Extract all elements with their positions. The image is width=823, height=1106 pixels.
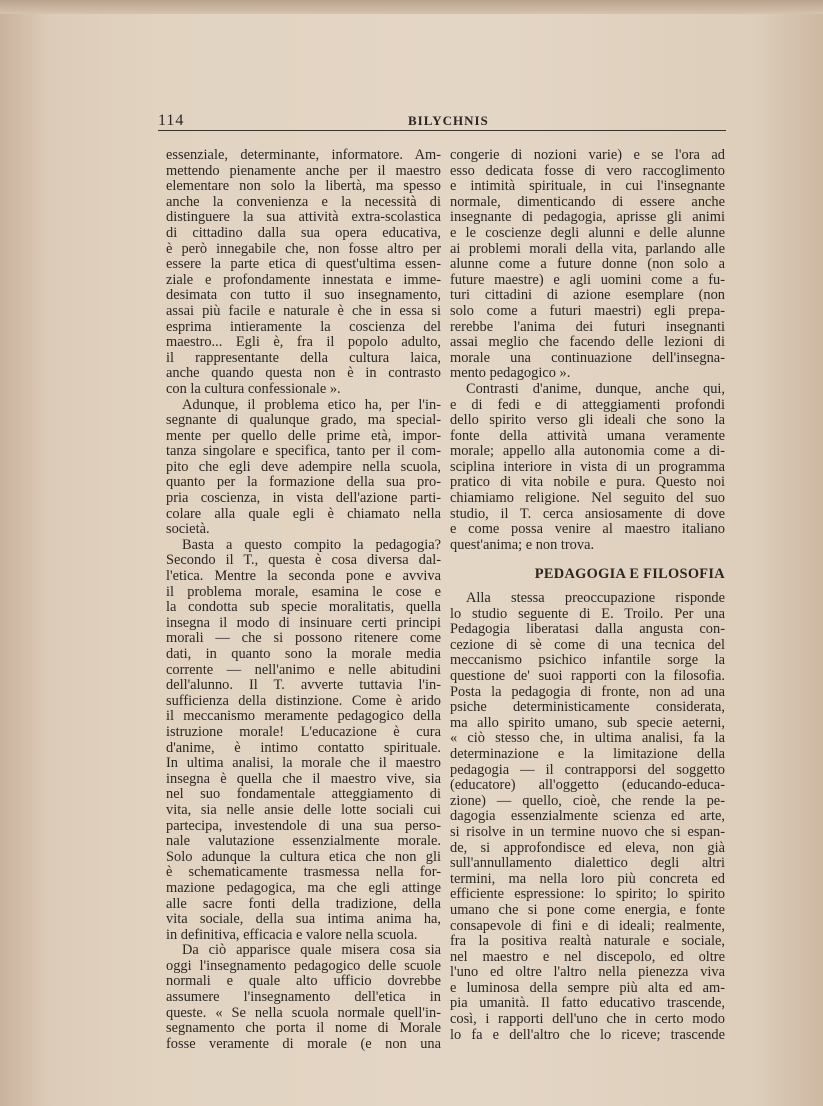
text-line: Basta a questo compito la pedagogia? [182,537,441,553]
page-number: 114 [158,112,185,129]
text-line: Alla stessa preoccupazione risponde [466,591,725,607]
text-line: ma allo spirito umano, sub specie aeterni, [450,715,725,731]
text-line: di cittadino dalla sua opera educativa, [166,225,441,241]
text-line: chiamiamo religione. Nel seguito del suo [450,491,725,507]
text-line: umano che si pone come energia, e fonte [450,902,725,918]
text-line: efficiente espressione: lo spirito; lo spirito [450,887,725,903]
text-line: questione de' suoi rapporti con la filosofia. [450,669,725,684]
text-line: è però innegabile che, non fosse altro per [166,241,441,257]
text-line: zione) — quello, cioè, che rende la pe- [450,793,725,809]
text-line: con la cultura confessionale ». [166,381,341,397]
text-line: maestro... Egli è, fra il popolo adulto, [166,335,441,351]
right-column-text-top [450,148,725,553]
section-heading: PEDAGOGIA E FILOSOFIA [534,566,725,583]
text-line: pratico di vita nobile e pura. Questo noi [450,475,725,491]
page-header [158,112,726,132]
text-line: Solo adunque la cultura etica che non gli [166,849,441,865]
text-line: così, i rapporti dell'uno che in certo modo [450,1012,725,1028]
text-line: nale valutazione essenzialmente morale. [166,834,441,850]
text-line: assai più facile e naturale è che in essa si [166,303,441,319]
text-line: insegna è quella che il maestro vive, sia [166,771,441,787]
text-line: anche la convenienza e la necessità di [166,194,441,210]
text-line: lo fa e dell'altro che lo riceve; trascende [450,1027,725,1043]
text-line: fra la positiva realtà naturale e sociale, [450,934,725,950]
text-line: vita, sia nelle ansie delle lotte sociali cui [166,802,441,818]
page-top-edge [0,0,823,14]
text-line: nel suo fondamentale atteggiamento di [166,787,441,803]
text-line: de, si approfondisce ed eleva, non già [450,840,725,856]
text-line: società. [166,522,210,538]
text-line: è schematicamente trasmessa nella for- [166,865,441,881]
text-line: morali — che si possono ritenere come [166,631,441,647]
text-line: insegnante di pedagogia, aprisse gli animi [450,210,725,226]
text-line: essenziale, determinante, informatore. Am- [166,148,441,163]
text-line: vita sociale, della sua intima anima ha, [166,912,441,928]
text-line: il meccanismo meramente pedagogico della [166,709,441,725]
text-line: congerie di nozioni varie) e se l'ora ad [450,148,725,163]
text-line: nel maestro e nel discepolo, ed oltre [450,949,725,965]
text-line: meccanismo psichico infantile sorge la [450,653,725,669]
text-line: pedagogia — il contrapporsi del soggetto [450,762,725,778]
text-line: fosse veramente di morale (e non una [166,1036,441,1052]
text-line: mettendo pienamente anche per il maestro [166,163,441,179]
text-line: dagogia essenzialmente scienza ed arte, [450,809,725,825]
text-line: istruzione morale! L'educazione è cura [166,724,441,740]
text-line: essere la parte etica di quest'ultima essen- [166,257,441,273]
text-line: dati, in quanto sono la morale media [166,647,441,662]
text-line: determinazione e la limitazione della [450,746,725,762]
text-line: dello spirito verso gli ideali che sono la [450,413,725,429]
text-line: l'etica. Mentre la seconda pone e avviva [166,569,441,585]
text-line: psiche deterministicamente considerata, [450,700,725,716]
text-line: solo come a futuri maestri) egli prepa- [450,303,725,319]
text-line: consapevole di fini e di ideali; realmente, [450,918,725,934]
text-line: cezione di sè come di una tecnica del [450,637,725,653]
text-line: assai meglio che facendo delle lezioni di [450,335,725,351]
text-line: normale, dimenticando di essere anche [450,194,725,210]
text-line: anche quando questa non è in contrasto [166,366,441,382]
text-line: pria coscienza, in vista dell'azione parti- [166,491,441,507]
text-line: Secondo il T., questa è cosa diversa dal- [166,553,441,569]
text-line: sull'annullamento dialettico degli altri [450,856,725,872]
text-line: morale una continuazione dell'insegna- [450,350,725,366]
text-line: Contrasti d'anime, dunque, anche qui, [466,381,725,397]
text-line: pito che egli deve adempire nella scuola, [166,459,441,475]
header-rule [158,130,726,131]
text-line: fonte della attività umana veramente [450,428,725,444]
text-line: ziale e profondamente innestata e imme- [166,272,441,288]
text-line: mento pedagogico ». [450,366,571,382]
text-line: quanto per la formazione della sua pro- [166,475,441,491]
text-line: e luminosa della sempre più alta ed am- [450,980,725,996]
text-line: partecipa, investendole di una sua perso- [166,818,441,834]
text-line: il rappresentante della cultura laica, [166,350,441,366]
text-line: Da ciò apparisce quale misera cosa sia [182,943,441,959]
text-line: sciplina interiore in vista di un programma [450,459,725,475]
text-line: segnante di qualunque grado, ma special- [166,413,441,429]
running-title: BILYCHNIS [408,113,489,128]
text-line: tanza singolare e specifica, tanto per il com- [166,444,441,460]
text-line: e le coscienze degli alunni e delle alunne [450,225,725,241]
text-line: distinguere la sua attività extra-scolastica [166,210,441,226]
text-line: mazione pedagogica, ma che egli attinge [166,880,441,896]
text-line: oggi l'insegnamento pedagogico delle scuole [166,958,441,974]
text-line: elementare non solo la libertà, ma spesso [166,179,441,195]
right-column [450,148,725,1043]
text-line: l'uno ed oltre l'altro nella pienezza viva [450,965,725,981]
text-line: pia umanità. Il fatto educativo trascende, [450,996,725,1012]
text-line: la condotta sub specie moralitatis, quella [166,600,441,616]
text-line: studio, il T. cerca ansiosamente di dove [450,506,725,522]
text-line: lo studio seguente di E. Troilo. Per una [450,606,725,622]
text-line: colare alla quale egli è chiamato nella [166,506,441,522]
text-line: rerebbe l'anima dei futuri insegnanti [450,319,725,335]
text-line: in definitiva, efficacia e valore nella scuola. [166,927,418,943]
text-line: ai problemi morali della vita, parlando alle [450,241,725,257]
right-column-text-bottom [450,591,725,1043]
text-line: « ciò stesso che, in ultima analisi, fa la [450,731,725,747]
text-line: corrente — nell'animo e nelle abitudini [166,662,441,678]
text-line: Adunque, il problema etico ha, per l'in- [182,397,441,413]
text-line: esprima intieramente la coscienza del [166,319,441,335]
text-line: esso dedicata fosse di vero raccoglimento [450,163,725,179]
text-line: termini, ma nella loro più concreta ed [450,871,725,887]
text-line: alle sacre fonti della tradizione, della [166,896,441,912]
text-line: assumere l'insegnamento dell'etica in [166,990,441,1006]
text-line: quest'anima; e non trova. [450,537,595,553]
text-line: turi cittadini di azione esemplare (non [450,288,725,304]
text-line: (educatore) all'oggetto (educando-educa- [450,778,725,794]
text-line: desimata con tutto il suo insegnamento, [166,288,441,304]
text-line: e intimità spirituale, in cui l'insegnante [450,179,725,195]
text-line: Pedagogia liberatasi dalla angusta con- [450,622,725,638]
text-line: sufficienza della distinzione. Come è arido [166,693,441,709]
text-line: normali e quale alto ufficio dovrebbe [166,974,441,990]
left-column [166,148,441,1052]
text-line: si risolve in un termine nuovo che si espan- [450,824,725,840]
text-line: queste. « Se nella scuola normale quell'in- [166,1005,441,1021]
text-line: dell'alunno. Il T. avverte tuttavia l'in- [166,678,441,694]
text-line: mente per quello delle prime età, impor- [166,428,441,444]
text-line: e come possa venire al maestro italiano [450,522,725,538]
text-line: alunne come a future donne (non solo a [450,257,725,273]
text-line: insegna il modo di insinuare certi principi [166,615,441,631]
text-line: il problema morale, esamina le cose e [166,584,441,600]
text-line: morale; appello alla autonomia come a di- [450,444,725,460]
text-line: In ultima analisi, la morale che il maestro [166,756,441,772]
text-line: future maestre) e agli uomini come a fu- [450,272,725,288]
text-line: e di fedi e di atteggiamenti profondi [450,397,725,413]
text-line: d'anime, è intimo contatto spirituale. [166,740,441,756]
text-line: segnamento che porta il nome di Morale [166,1021,441,1037]
text-line: Posta la pedagogia di fronte, non ad una [450,684,725,700]
